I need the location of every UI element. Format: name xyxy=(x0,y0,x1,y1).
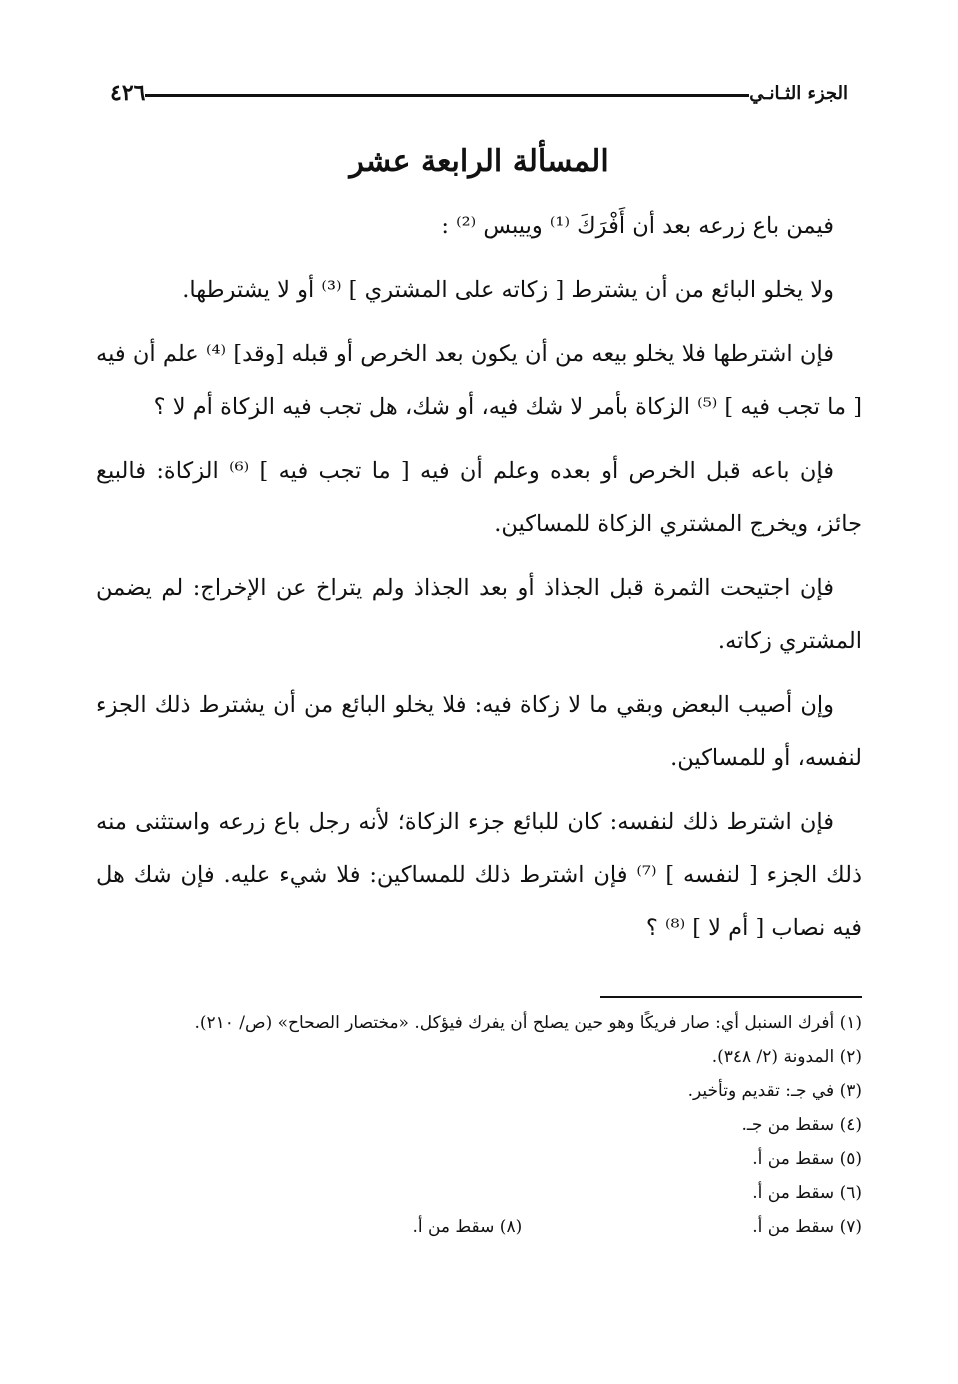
book-page xyxy=(96,60,862,1360)
footnote-separator xyxy=(600,996,862,998)
footnote: (٨) سقط من أ. xyxy=(412,1217,523,1237)
footnote: (٤) سقط من جـ. xyxy=(741,1115,862,1135)
footnote: (٥) سقط من أ. xyxy=(752,1149,862,1169)
paragraph: فإن اجتيحت الثمرة قبل الجذاذ أو بعد الجذاذ ولم يتراخ عن الإخراج: لم يضمن المشتري زكاته. xyxy=(96,575,862,654)
running-header xyxy=(96,78,862,108)
paragraph: فإن باعه قبل الخرص أو بعده وعلم أن فيه [ ما تجب فيه ] ⁽⁶⁾ الزكاة: فالبيع جائز، ويخرج المشتري الزكاة للمساكين. xyxy=(96,458,862,537)
footnotes xyxy=(96,1006,862,1244)
footnote: (١) أفرك السنبل أي: صار فريكًا وهو حين يصلح أن يفرك فيؤكل. «مختصار الصحاح» (ص/ ٢١٠). xyxy=(194,1013,862,1033)
footnote: (٦) سقط من أ. xyxy=(752,1183,862,1203)
footnote: (٢) المدونة (٢/ ٣٤٨). xyxy=(711,1047,862,1067)
page-number: ٤٢٦ xyxy=(110,80,146,106)
footnote-row xyxy=(96,1210,862,1244)
paragraph: ولا يخلو البائع من أن يشترط [ زكاته على المشتري ] ⁽³⁾ أو لا يشترطها. xyxy=(182,277,834,303)
paragraph: فإن اشترطها فلا يخلو بيعه من أن يكون بعد الخرص أو قبله [وقد] ⁽⁴⁾ علم أن فيه [ ما تجب فيه ] ⁽⁵⁾ الزكاة بأمر لا شك فيه، أو شك، هل تجب فيه الزكاة أم لا ؟ xyxy=(96,341,862,420)
paragraph: وإن أصيب البعض وبقي ما لا زكاة فيه: فلا يخلو البائع من أن يشترط ذلك الجزء لنفسه، أو للمساكين. xyxy=(96,692,862,771)
footnote: (٧) سقط من أ. xyxy=(752,1217,862,1237)
part-title: الجزء الثـانـي xyxy=(749,82,848,104)
main-text xyxy=(96,200,862,966)
header-rule xyxy=(145,94,749,97)
paragraph: فإن اشترط ذلك لنفسه: كان للبائع جزء الزكاة؛ لأنه رجل باع زرعه واستثنى منه ذلك الجزء [ لنفسه ] ⁽⁷⁾ فإن اشترط ذلك للمساكين: فلا شيء عليه. فإن شك هل فيه نصاب [ أم لا ] ⁽⁸⁾ ؟ xyxy=(96,809,863,941)
paragraph: فيمن باع زرعه بعد أن أَفْرَكَ ⁽¹⁾ وييبس ⁽²⁾ : xyxy=(441,213,834,239)
footnote: (٣) في جـ: تقديم وتأخير. xyxy=(687,1081,862,1101)
section-title: المسألة الرابعة عشر xyxy=(349,144,609,179)
